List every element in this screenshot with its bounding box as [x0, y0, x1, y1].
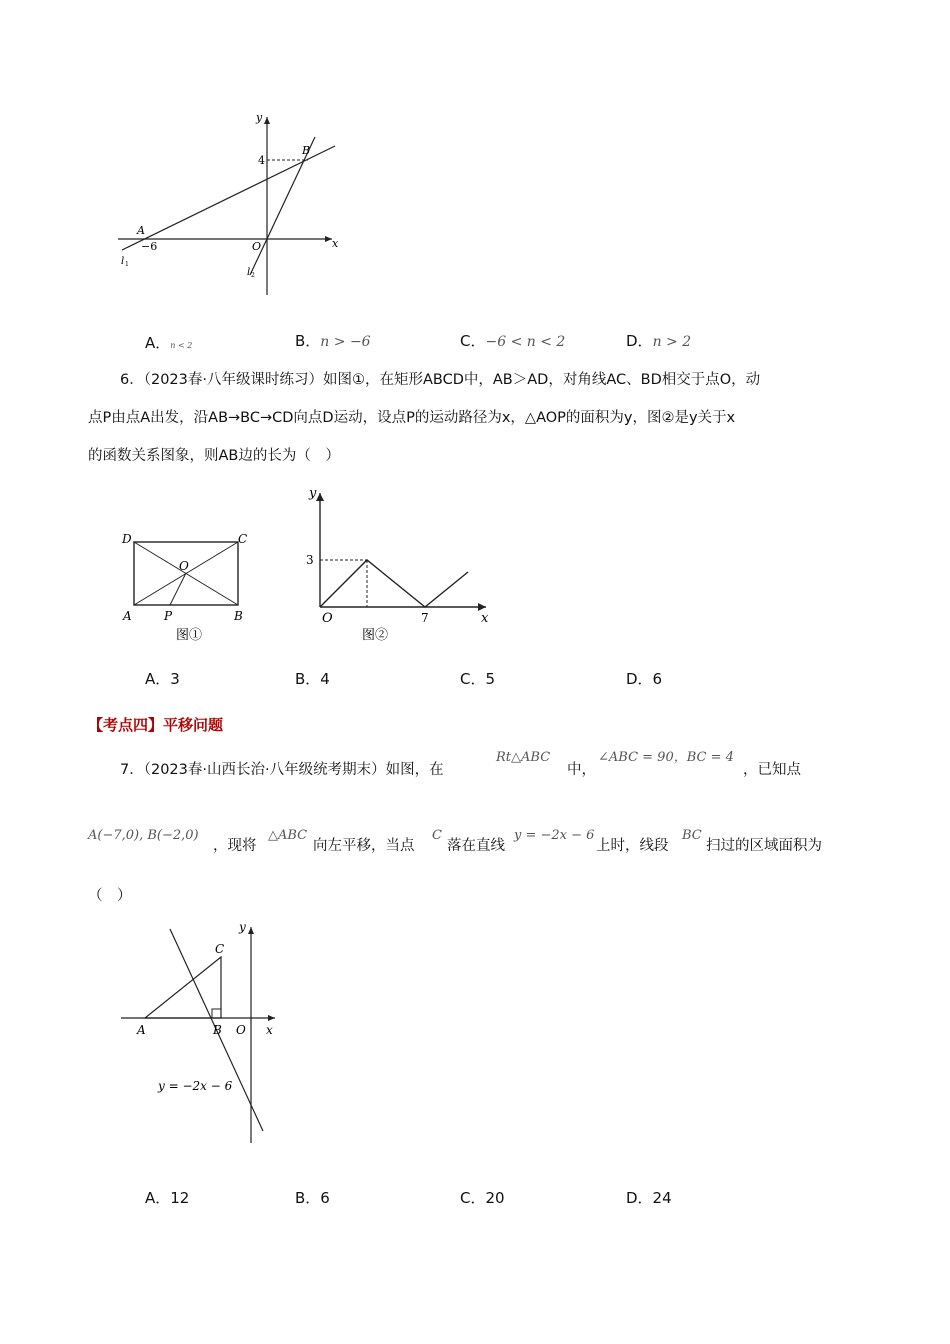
q5-option-b-letter: B．	[295, 332, 321, 350]
tick-label-4: 4	[258, 154, 265, 167]
q7-bracket: （ ）	[88, 888, 132, 904]
rect-label-a: A	[123, 609, 132, 623]
figure-2-caption: 图②	[362, 628, 389, 643]
q6-option-c: C．5	[460, 670, 496, 688]
q5-option-b	[295, 331, 371, 352]
q5-option-a	[145, 333, 192, 356]
x-axis-label: x	[332, 237, 339, 250]
tick-label-neg6: −6	[141, 240, 158, 253]
q7-text5: 上时，线段	[596, 838, 669, 854]
q7-option-d: D．24	[626, 1189, 672, 1207]
q7-text3: 向左平移，当点	[313, 838, 415, 854]
q7-text4: 落在直线	[447, 838, 505, 854]
q7-option-a: A．12	[145, 1189, 190, 1207]
figure-lines-l1-l2	[110, 105, 350, 300]
q7-rt-triangle: Rt△ABC	[496, 750, 551, 765]
q5-option-c-value: −6 < n < 2	[485, 334, 566, 350]
q5-option-a-value: n < 2	[170, 341, 193, 350]
q6-line-3: 的函数关系图象，则AB边的长为（ ）	[88, 448, 340, 464]
q7-option-c: C．20	[460, 1189, 505, 1207]
fig4-point-c: C	[215, 942, 225, 956]
q5-option-d	[626, 331, 691, 352]
figure-1-caption: 图①	[176, 628, 203, 643]
graph-tick-3: 3	[306, 553, 314, 567]
figure-triangle-translation	[115, 915, 285, 1150]
q7-mid: 中，	[567, 762, 596, 778]
q7-points: A(−7,0), B(−2,0)	[88, 828, 199, 843]
q5-option-d-letter: D．	[626, 332, 653, 350]
line-label-l1-sub: 1	[125, 261, 129, 268]
q5-option-c-letter: C．	[460, 332, 486, 350]
origin-label: O	[252, 240, 262, 253]
q5-option-a-letter: A．	[145, 334, 171, 352]
point-label-b: B	[302, 144, 311, 157]
q7-line-eq: y = −2x − 6	[514, 828, 595, 843]
graph-origin-label: O	[322, 611, 333, 626]
q7-prefix: 7．（2023春·山西长治·八年级统考期末）如图，在	[120, 762, 444, 778]
q6-line-1: 6．（2023春·八年级课时练习）如图①，在矩形ABCD中，AB＞AD，对角线AC、BD相交于点O，动	[120, 372, 761, 388]
fig4-y-label: y	[239, 920, 246, 934]
graph-x-label: x	[481, 611, 489, 626]
fig4-line-label: y = −2x − 6	[158, 1079, 233, 1093]
rect-label-o: O	[179, 559, 189, 573]
q7-point-c: C	[432, 828, 442, 843]
q6-option-a: A．3	[145, 670, 180, 688]
rect-label-d: D	[122, 532, 132, 546]
q7-segment: BC	[682, 828, 702, 843]
q6-line-2: 点P由点A出发，沿AB→BC→CD向点D运动，设点P的运动路径为x，△AOP的面积为y，图②是y关于x	[88, 410, 736, 426]
q7-text6: 扫过的区域面积为	[706, 838, 822, 854]
figure-rectangle-abcd	[118, 528, 258, 648]
figure-function-graph	[296, 483, 496, 648]
q5-option-d-value: n > 2	[652, 334, 692, 350]
q7-option-b: B．6	[295, 1189, 330, 1207]
rect-label-b: B	[234, 609, 243, 623]
point-label-a: A	[137, 224, 145, 237]
q7-condition: ∠ABC = 90，BC = 4	[598, 750, 734, 765]
q7-suffix1: ，已知点	[743, 762, 801, 778]
graph-y-label: y	[309, 486, 317, 501]
rect-label-c: C	[238, 532, 248, 546]
q6-option-b: B．4	[295, 670, 330, 688]
q7-text2: ，现将	[213, 838, 257, 854]
section-heading: 【考点四】平移问题	[88, 716, 224, 734]
fig4-point-a: A	[137, 1023, 146, 1037]
fig4-origin: O	[236, 1023, 246, 1037]
q7-triangle: △ABC	[268, 828, 308, 843]
fig4-x-label: x	[266, 1023, 273, 1037]
q5-option-c	[460, 331, 565, 352]
q6-option-d: D．6	[626, 670, 663, 688]
y-axis-label: y	[256, 111, 263, 124]
line-label-l2-sub: 2	[251, 272, 255, 279]
graph-tick-7: 7	[421, 611, 429, 625]
fig4-point-b: B	[213, 1023, 222, 1037]
line-label-l1: l	[121, 256, 125, 267]
line-label-l2: l	[247, 267, 251, 278]
q5-option-b-value: n > −6	[320, 334, 371, 350]
rect-label-p: P	[164, 609, 173, 623]
